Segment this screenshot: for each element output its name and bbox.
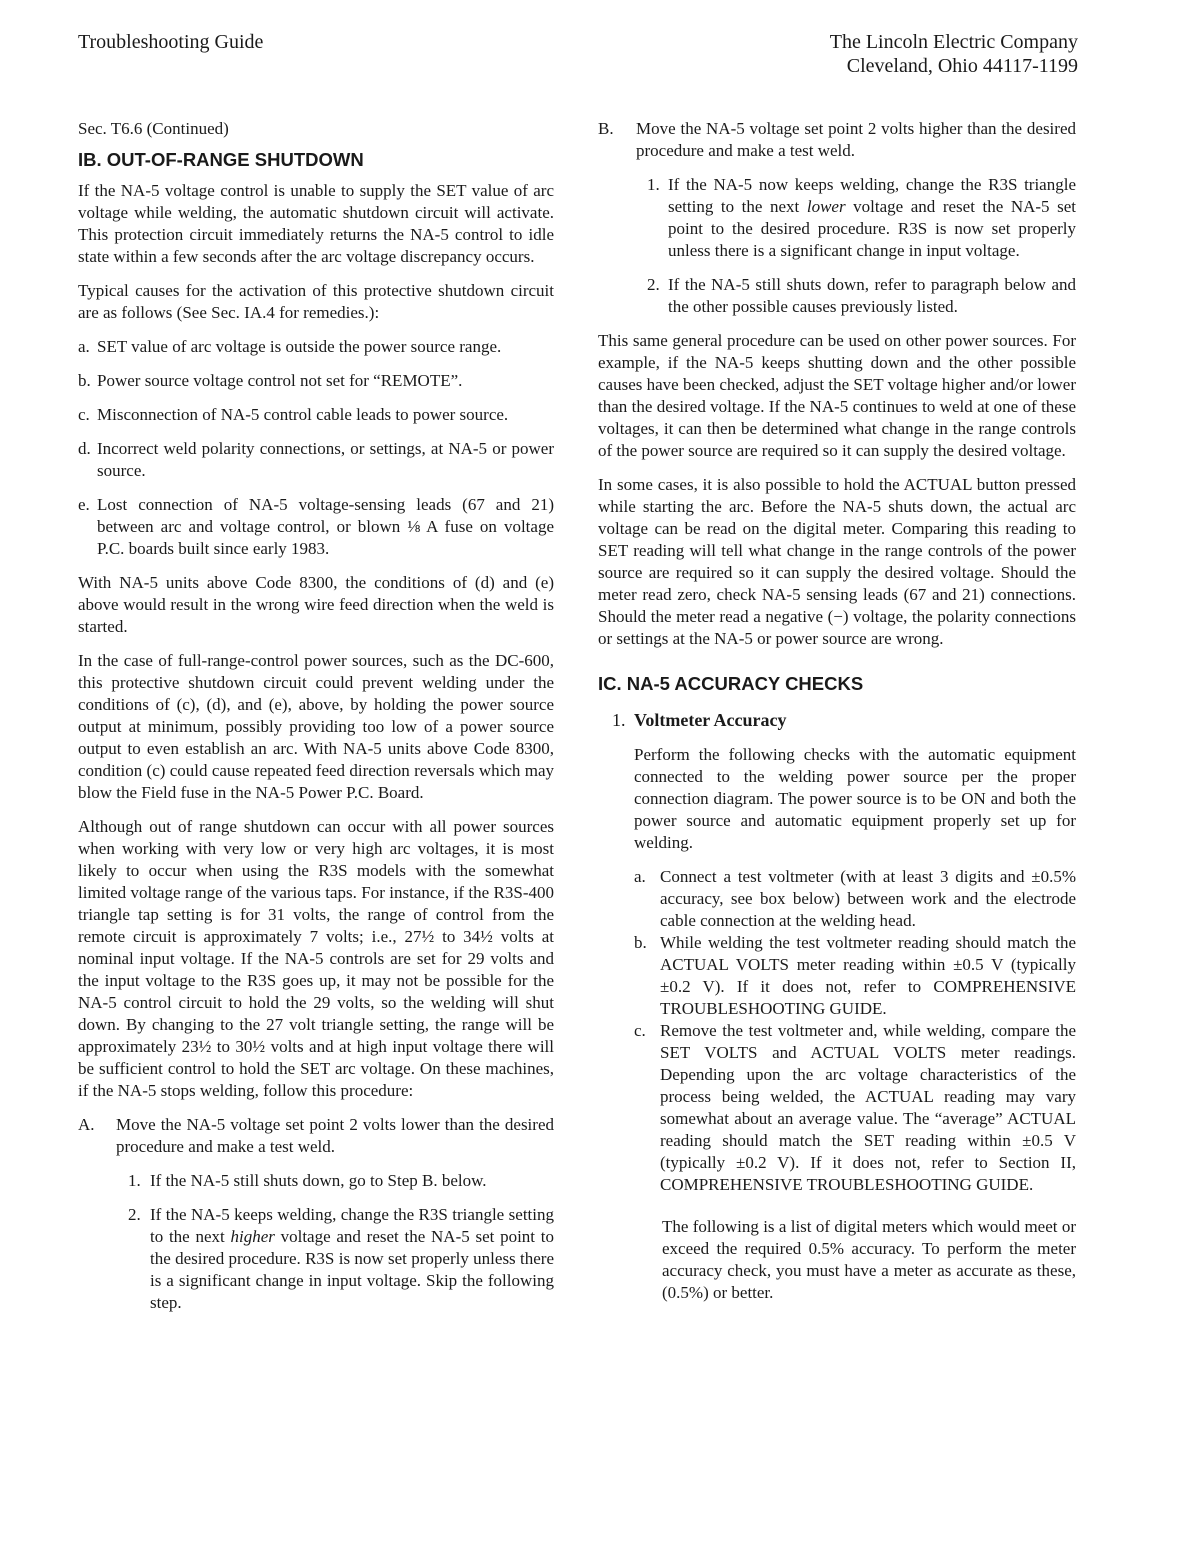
check-item-a: [598, 866, 1076, 932]
step-marker: A.: [78, 1115, 95, 1134]
sub-text: If the NA-5 still shuts down, refer to paragraph below and the other possible causes previously listed.: [668, 275, 1076, 316]
list-item-text: Remove the test voltmeter and, while welding, compare the SET VOLTS and ACTUAL VOLTS meter readings. Depending upon the arc voltage characteristics of the process being welded, the ACTUAL reading may vary somewhat about an average value. The “average” ACTUAL reading should match the SET reading within ±0.5 V (typically ±0.2 V). If it does not, refer to Section II, COMPREHENSIVE TROUBLESHOOTING GUIDE.: [660, 1021, 1076, 1194]
header-company: [830, 30, 1078, 78]
sub-marker: 2.: [128, 1205, 141, 1224]
sub-marker: 1.: [647, 175, 660, 194]
list-marker: c.: [634, 1021, 646, 1040]
sub-text-emphasis: lower: [806, 197, 846, 216]
list-item-text: Lost connection of NA-5 voltage-sensing leads (67 and 21) between arc and voltage control, or blown ⅛ A fuse on voltage P.C. boards built since early 1983.: [97, 495, 554, 558]
step-b-sub-1: [598, 174, 1076, 262]
list-marker: d.: [78, 439, 91, 458]
heading-out-of-range-shutdown: IB. OUT-OF-RANGE SHUTDOWN: [78, 149, 364, 170]
paragraph: In some cases, it is also possible to hold the ACTUAL button pressed while starting the arc. Before the NA-5 shuts down, the actual arc voltage can be read on the digital meter. Comparing this reading to SET reading will tell what change in the range controls of the power source are required so it can supply the desired voltage. Should the meter read zero, check NA-5 sensing leads (67 and 21) connections. Should the meter read a negative (−) voltage, the polarity connections or settings at the NA-5 or power source are wrong.: [598, 475, 1076, 648]
list-marker: b.: [634, 933, 647, 952]
cause-item-b: [78, 370, 554, 392]
cause-item-d: [78, 438, 554, 482]
step-text: Move the NA-5 voltage set point 2 volts lower than the desired procedure and make a test weld.: [116, 1115, 554, 1156]
paragraph: If the NA-5 voltage control is unable to supply the SET value of arc voltage while welding, the automatic shutdown circuit will activate. This protection circuit immediately returns the NA-5 control to idle state within a few seconds after the arc voltage discrepancy occurs.: [78, 181, 554, 266]
list-marker: b.: [78, 371, 91, 390]
paragraph: The following is a list of digital meters which would meet or exceed the required 0.5% accuracy. To perform the meter accuracy check, you must have a meter as accurate as these, (0.5%) or better.: [662, 1217, 1076, 1302]
check-item-b: [598, 932, 1076, 1020]
cause-item-c: [78, 404, 554, 426]
voltmeter-accuracy-heading: [598, 708, 1076, 732]
section-continued-label: Sec. T6.6 (Continued): [78, 119, 229, 138]
cause-item-a: [78, 336, 554, 358]
sub-text-post: voltage and reset the NA-5 set point to the desired procedure. R3S is now set properly unless there is a significant change in input voltage. Skip the following step.: [150, 1227, 554, 1312]
paragraph: This same general procedure can be used on other power sources. For example, if the NA-5 keeps shutting down and the other possible causes have been checked, adjust the SET voltage higher and/or lower than the desired voltage. If the NA-5 continues to weld at one of these voltages, it can then be determined what change in the range controls of the power source are required so it can supply the desired voltage.: [598, 331, 1076, 460]
cause-item-e: [78, 494, 554, 560]
step-b: [598, 118, 1076, 162]
step-text: Move the NA-5 voltage set point 2 volts higher than the desired procedure and make a test weld.: [636, 119, 1076, 160]
heading-accuracy-checks: IC. NA-5 ACCURACY CHECKS: [598, 673, 864, 694]
step-marker: B.: [598, 119, 614, 138]
header-company-name: The Lincoln Electric Company: [829, 31, 1078, 53]
list-marker: a.: [78, 337, 90, 356]
header-guide-title: Troubleshooting Guide: [78, 31, 264, 53]
list-item-text: Connect a test voltmeter (with at least 3 digits and ±0.5% accuracy, see box below) between work and the electrode cable connection at the welding head.: [660, 867, 1076, 930]
list-item-text: Power source voltage control not set for “REMOTE”.: [97, 371, 463, 390]
check-item-c: [598, 1020, 1076, 1196]
paragraph: In the case of full-range-control power sources, such as the DC-600, this protective shutdown circuit could prevent welding under the conditions of (c), (d), and (e), above, by holding the power source output at minimum, possibly providing too low of a power source output to even establish an arc. With NA-5 units above Code 8300, condition (c) could cause repeated feed direction reversals which may blow the Field fuse in the NA-5 Power P.C. Board.: [78, 651, 554, 802]
list-marker: e.: [78, 495, 90, 514]
list-item-text: Misconnection of NA-5 control cable leads to power source.: [97, 405, 509, 424]
sub-text-post: voltage and reset the NA-5 set point to the desired procedure. R3S is now set properly unless there is a significant change in input voltage.: [668, 197, 1076, 260]
list-marker: c.: [78, 405, 90, 424]
heading-marker: 1.: [612, 710, 626, 730]
step-a-sub-2: [78, 1204, 554, 1314]
list-item-text: While welding the test voltmeter reading should match the ACTUAL VOLTS meter reading within ±0.5 V (typically ±0.2 V). If it does not, refer to COMPREHENSIVE TROUBLESHOOTING GUIDE.: [660, 933, 1076, 1018]
paragraph: Perform the following checks with the automatic equipment connected to the welding power source per the proper connection diagram. The power source is to be ON and both the power source and automatic equipment properly set up for welding.: [634, 745, 1076, 852]
left-column: [78, 118, 554, 1314]
step-a: [78, 1114, 554, 1158]
sub-text-pre: If the NA-5 now keeps welding, change the R3S triangle setting to the next: [668, 175, 1076, 216]
list-marker: a.: [634, 867, 646, 886]
right-column: [598, 118, 1076, 1304]
sub-text: If the NA-5 still shuts down, go to Step B. below.: [150, 1171, 487, 1190]
paragraph: Typical causes for the activation of this protective shutdown circuit are as follows (See Sec. IA.4 for remedies.):: [78, 281, 554, 322]
header-company-address: Cleveland, Ohio 44117-1199: [846, 55, 1078, 77]
list-item-text: Incorrect weld polarity connections, or settings, at NA-5 or power source.: [97, 439, 554, 480]
sub-marker: 1.: [128, 1171, 141, 1190]
sub-text-emphasis: higher: [230, 1227, 275, 1246]
list-item-text: SET value of arc voltage is outside the power source range.: [97, 337, 502, 356]
paragraph: Although out of range shutdown can occur with all power sources when working with very low or very high arc voltages, it is most likely to occur when using the R3S models with the somewhat limited voltage range of the various taps. For instance, if the R3S-400 triangle tap setting is for 31 volts, the range of control from the remote circuit is approximately 7 volts; i.e., 27½ to 34½ volts at nominal input voltage. If the NA-5 controls are set for 29 volts and the input voltage to the R3S goes up, it may not be possible for the NA-5 control circuit to hold the 29 volts, so the welding will shut down. By changing to the 27 volt triangle setting, the range will be approximately 23½ to 30½ volts and at high input voltage there will be sufficient control to hold the SET arc voltage. On these machines, if the NA-5 stops welding, follow this procedure:: [78, 817, 554, 1100]
heading-text: Voltmeter Accuracy: [634, 710, 787, 730]
step-b-sub-2: [598, 274, 1076, 318]
sub-text-pre: If the NA-5 keeps welding, change the R3S triangle setting to the next: [150, 1205, 554, 1246]
sub-marker: 2.: [647, 275, 660, 294]
paragraph: With NA-5 units above Code 8300, the conditions of (d) and (e) above would result in the wrong wire feed direction when the weld is started.: [78, 573, 554, 636]
step-a-sub-1: [78, 1170, 554, 1192]
